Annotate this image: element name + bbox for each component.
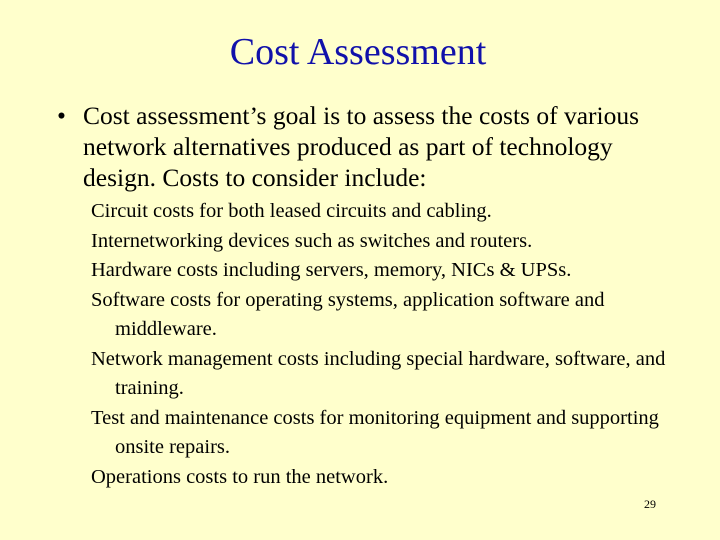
slide-title: Cost Assessment xyxy=(229,31,487,73)
main-bullet-text: Cost assessment’s goal is to assess the costs of various network alternatives produced as part of technology design. Costs to consider include: xyxy=(83,101,640,192)
bullet-marker: • xyxy=(57,101,66,130)
cost-list xyxy=(91,197,691,492)
cost-item-test-maintenance: Test and maintenance costs for monitoring equipment and supporting onsite repairs. xyxy=(91,406,659,458)
cost-item-internetworking: Internetworking devices such as switches and routers. xyxy=(91,229,533,252)
cost-item-hardware: Hardware costs including servers, memory, NICs & UPSs. xyxy=(91,259,572,281)
cost-item-operations: Operations costs to run the network. xyxy=(91,465,389,488)
page-number: 29 xyxy=(644,497,656,511)
cost-item-network-management: Network management costs including special hardware, software, and training. xyxy=(91,347,666,399)
main-bullet xyxy=(57,100,677,193)
cost-item-software: Software costs for operating systems, application software and middleware. xyxy=(91,288,605,340)
cost-item-circuit: Circuit costs for both leased circuits and cabling. xyxy=(91,200,492,222)
